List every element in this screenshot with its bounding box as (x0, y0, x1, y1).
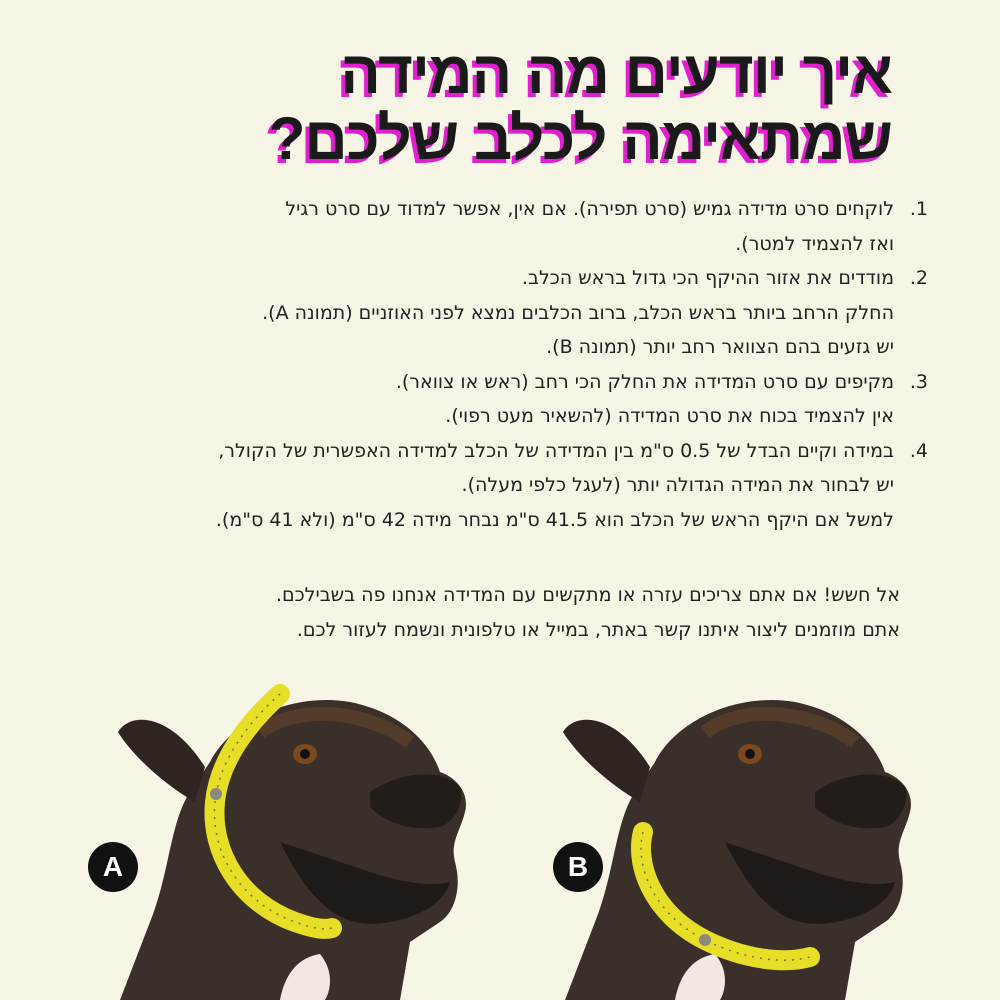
step-2 (68, 261, 928, 365)
step-number: 4. (909, 439, 928, 462)
step-number: 1. (909, 198, 928, 220)
step-line: ואז להצמיד למטר). (735, 232, 894, 255)
dog-image-a (110, 672, 490, 1000)
step-number: 2. (909, 267, 928, 289)
step-1 (68, 192, 928, 261)
step-4 (68, 434, 928, 538)
step-text (68, 434, 902, 538)
step-text (68, 365, 902, 434)
help-note-line-2: אתם מוזמנים ליצור איתנו קשר באתר, במייל או טלפונית ונשמח לעזור לכם. (296, 618, 900, 641)
step-line: לוקחים סרט מדידה גמיש (סרט תפירה). אם אין, אפשר למדוד עם סרט רגיל (285, 198, 894, 220)
step-line: החלק הרחב ביותר בראש הכלב, ברוב הכלבים נמצא לפני האוזניים (תמונה A). (262, 301, 894, 324)
step-text (68, 261, 902, 365)
step-line: מקיפים עם סרט המדידה את החלק הכי רחב (ראש או צוואר). (395, 370, 894, 393)
dog-image-b (555, 672, 935, 1000)
step-number: 3. (909, 370, 928, 393)
dog-illustration-head-measure (110, 672, 490, 1000)
title-line-2: שמתאימה לכלב שלכם? (268, 105, 892, 172)
step-line: למשל אם היקף הראש של הכלב הוא 41.5 ס"מ נבחר מידה 42 ס"מ (ולא 41 ס"מ). (215, 508, 894, 531)
step-line: יש לבחור את המידה הגדולה יותר (לעגל כלפי מעלה). (461, 474, 894, 496)
page-title (92, 40, 892, 172)
dog-illustration-neck-measure (555, 672, 935, 1000)
step-text (68, 192, 902, 261)
step-line: מודדים את אזור ההיקף הכי גדול בראש הכלב. (521, 267, 894, 289)
label-b-badge: B (553, 842, 603, 892)
instructions-list (68, 192, 928, 537)
title-line-1: איך יודעים מה המידה (340, 39, 892, 106)
step-line: אין להצמיד בכוח את סרט המדידה (להשאיר מעט רפוי). (445, 405, 894, 427)
help-note (40, 578, 900, 647)
step-3 (68, 365, 928, 434)
step-line: במידה וקיים הבדל של 0.5 ס"מ בין המדידה של הכלב למדידה האפשרית של הקולר, (218, 439, 894, 462)
label-a-badge: A (88, 842, 138, 892)
help-note-line-1: אל חשש! אם אתם צריכים עזרה או מתקשים עם המדידה אנחנו פה בשבילכם. (275, 584, 900, 606)
step-line: יש גזעים בהם הצוואר רחב יותר (תמונה B). (546, 336, 894, 358)
